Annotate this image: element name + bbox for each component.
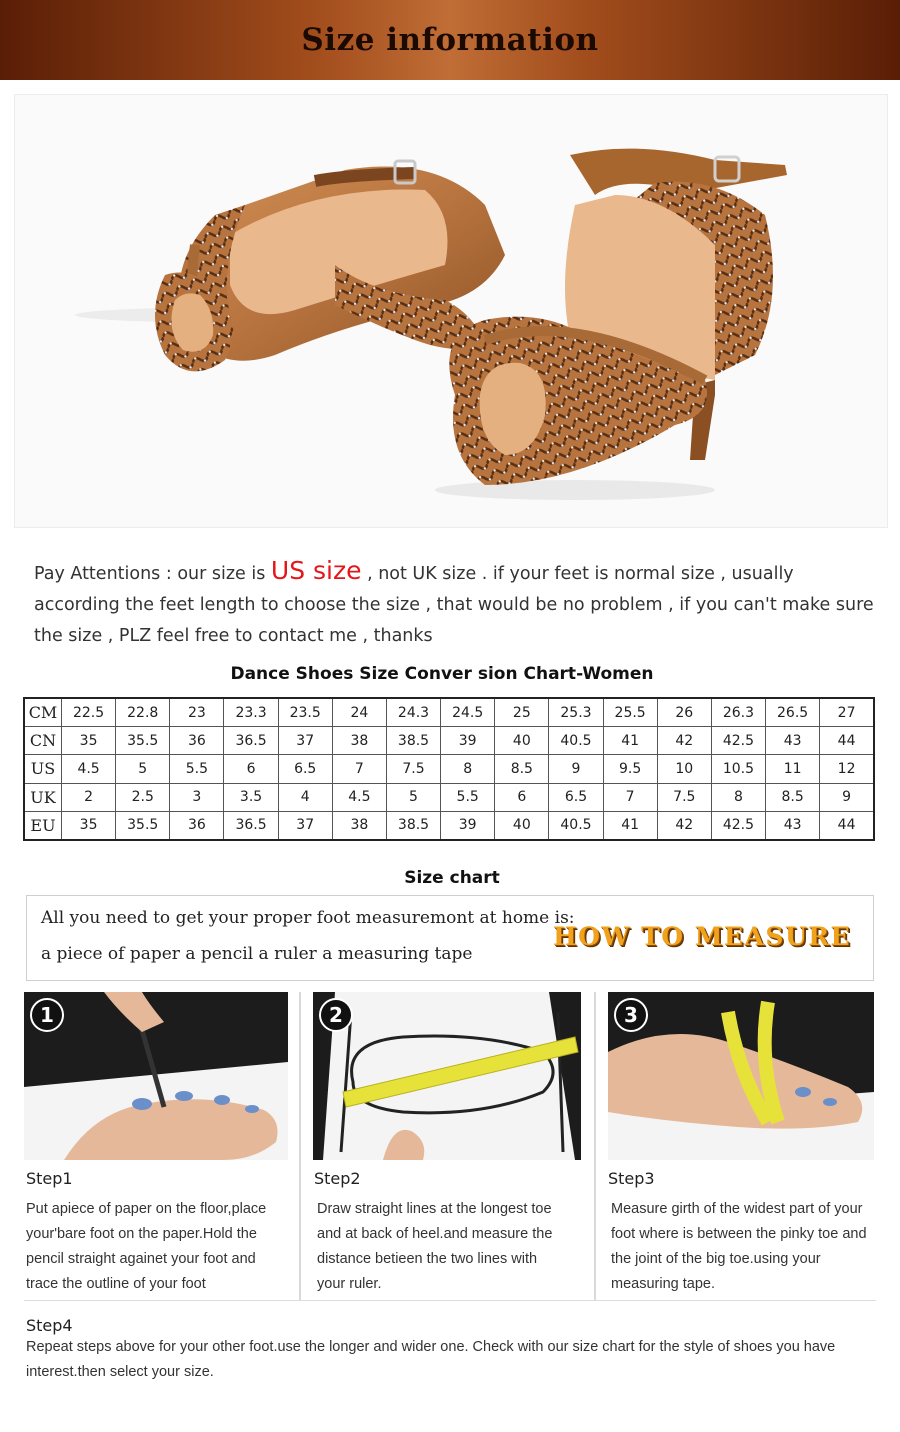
step-1-line: pencil straight againet your foot and [26,1251,256,1267]
step-2-description [317,1197,552,1297]
measure-intro-line2: a piece of paper a pencil a ruler a measuring tape [41,944,473,964]
size-cell: 8 [711,783,765,811]
size-cell: 11 [766,755,820,783]
size-cell: 44 [820,811,874,840]
page-title: Size information [301,22,599,58]
size-cell: 35 [62,811,116,840]
size-cell: 26.5 [766,698,820,727]
step-2-line: your ruler. [317,1276,382,1292]
size-cell: 7.5 [386,755,440,783]
size-row-cn [24,727,874,755]
size-cell: 42.5 [711,811,765,840]
size-cell: 40.5 [549,727,603,755]
size-cell: 10.5 [711,755,765,783]
step-3-title: Step3 [608,1169,655,1188]
step-2-title: Step2 [314,1169,361,1188]
step-3-panel [608,992,876,1300]
size-cell: 35 [62,727,116,755]
size-row-label: CM [24,698,62,727]
size-cell: 38 [332,727,386,755]
size-cell: 43 [766,727,820,755]
step-1-title: Step1 [26,1169,73,1188]
size-cell: 37 [278,811,332,840]
header-banner [0,0,900,80]
step-3-line: the joint of the big toe.using your [611,1251,821,1267]
size-cell: 8.5 [495,755,549,783]
size-cell: 12 [820,755,874,783]
size-cell: 10 [657,755,711,783]
size-chart-label: Size chart [404,868,500,888]
step-1-description [26,1197,266,1297]
size-cell: 23.3 [224,698,278,727]
size-cell: 22.8 [116,698,170,727]
step-1-line: trace the outline of your foot [26,1276,206,1292]
size-cell: 35.5 [116,811,170,840]
step-1-line: Put apiece of paper on the floor,place [26,1201,267,1217]
step-3-line: measuring tape. [611,1276,715,1292]
size-cell: 7.5 [657,783,711,811]
size-cell: 24.5 [441,698,495,727]
size-cell: 38.5 [386,727,440,755]
size-row-cm [24,698,874,727]
size-row-label: US [24,755,62,783]
size-cell: 44 [820,727,874,755]
size-row-label: CN [24,727,62,755]
step-4-title: Step4 [26,1316,73,1335]
size-cell: 37 [278,727,332,755]
step-4-description: Repeat steps above for your other foot.use the longer and wider one. Check with our size chart for the style of shoes you have interest.then select your size. [26,1339,836,1380]
step-1-line: your'bare foot on the paper.Hold the [26,1226,257,1242]
size-cell: 2 [62,783,116,811]
size-cell: 27 [820,698,874,727]
product-photo [14,94,888,528]
size-cell: 23.5 [278,698,332,727]
size-table-title: Dance Shoes Size Conver sion Chart-Women [230,664,654,684]
size-cell: 5 [386,783,440,811]
size-cell: 42 [657,727,711,755]
size-cell: 40.5 [549,811,603,840]
size-cell: 23 [170,698,224,727]
size-cell: 4.5 [332,783,386,811]
size-cell: 40 [495,811,549,840]
size-cell: 9 [820,783,874,811]
step-3-image [608,992,874,1160]
size-cell: 3.5 [224,783,278,811]
size-cell: 4.5 [62,755,116,783]
how-to-measure-heading: HOW TO MEASURE [553,922,852,951]
size-cell: 35.5 [116,727,170,755]
size-notice [34,555,884,652]
size-cell: 4 [278,783,332,811]
size-row-us [24,755,874,783]
size-row-eu [24,811,874,840]
size-cell: 39 [441,811,495,840]
size-row-uk [24,783,874,811]
size-cell: 2.5 [116,783,170,811]
size-cell: 6 [495,783,549,811]
size-cell: 39 [441,727,495,755]
size-cell: 43 [766,811,820,840]
measure-intro-box [26,895,874,981]
step-2-number: 2 [319,998,353,1032]
size-cell: 40 [495,727,549,755]
size-cell: 25.3 [549,698,603,727]
size-cell: 6 [224,755,278,783]
step-divider [594,992,596,1300]
step-2-panel [313,992,583,1300]
size-cell: 22.5 [62,698,116,727]
notice-details: , not UK size . if your feet is normal size , usually according the feet length to choose the size , that would be no problem , if you can't make sure the size , PLZ feel free to contact me , thanks [34,564,874,646]
size-cell: 5.5 [441,783,495,811]
size-cell: 42 [657,811,711,840]
size-cell: 25.5 [603,698,657,727]
step-separator [24,1300,876,1301]
size-cell: 38 [332,811,386,840]
size-cell: 25 [495,698,549,727]
size-cell: 36 [170,727,224,755]
step-3-line: Measure girth of the widest part of your [611,1201,863,1217]
step-2-line: distance betieen the two lines with [317,1251,538,1267]
step-2-line: Draw straight lines at the longest toe [317,1201,552,1217]
size-conversion-table [23,697,875,841]
size-cell: 36.5 [224,727,278,755]
measure-intro-line1: All you need to get your proper foot measuremont at home is: [41,908,575,928]
size-cell: 7 [603,783,657,811]
size-row-label: UK [24,783,62,811]
size-cell: 26 [657,698,711,727]
size-cell: 8.5 [766,783,820,811]
notice-intro: Pay Attentions : our size is [34,564,271,584]
us-size-highlight: US size [270,556,362,585]
size-cell: 42.5 [711,727,765,755]
step-3-line: foot where is between the pinky toe and [611,1226,867,1242]
size-cell: 5 [116,755,170,783]
size-cell: 26.3 [711,698,765,727]
size-cell: 5.5 [170,755,224,783]
step-2-image [313,992,581,1160]
size-cell: 36 [170,811,224,840]
dance-shoes-image [15,95,887,527]
step-3-number: 3 [614,998,648,1032]
step-2-line: and at back of heel.and measure the [317,1226,553,1242]
step-divider [299,992,301,1300]
size-cell: 8 [441,755,495,783]
step-1-number: 1 [30,998,64,1032]
size-cell: 24.3 [386,698,440,727]
size-row-label: EU [24,811,62,840]
size-cell: 7 [332,755,386,783]
size-cell: 9 [549,755,603,783]
size-cell: 41 [603,727,657,755]
size-cell: 6.5 [549,783,603,811]
size-cell: 36.5 [224,811,278,840]
size-cell: 3 [170,783,224,811]
size-cell: 41 [603,811,657,840]
step-1-panel [24,992,290,1300]
size-cell: 9.5 [603,755,657,783]
size-cell: 38.5 [386,811,440,840]
step-3-description [611,1197,867,1297]
size-cell: 24 [332,698,386,727]
size-cell: 6.5 [278,755,332,783]
